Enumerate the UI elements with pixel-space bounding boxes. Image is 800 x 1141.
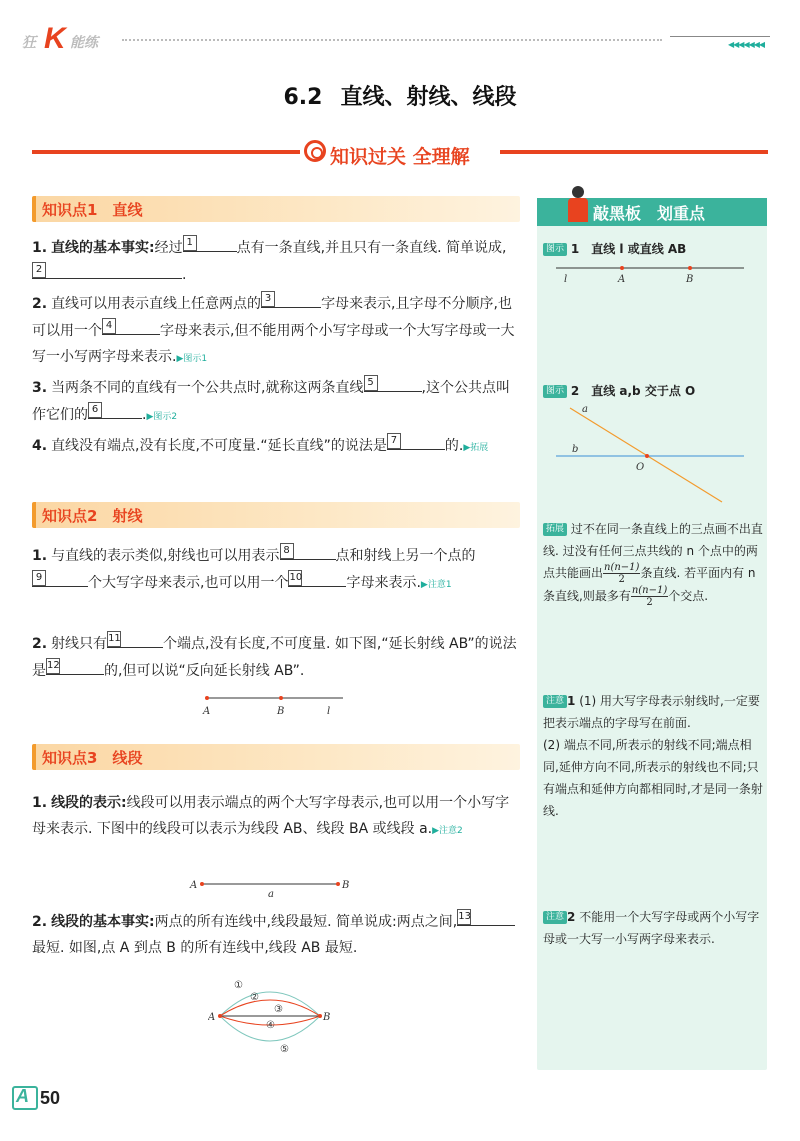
p2-point-o [645,454,649,458]
item-ray-notation [32,542,522,598]
item-number: 4. [32,438,48,454]
segment-point-a [200,882,204,886]
banner-rule-right [500,150,768,154]
p2-label-o: O [636,462,645,473]
item-text: 字母来表示,但不能用两个小写字母或一个大写字母或一大写一小写两字母来表示. [32,323,515,365]
fig-num: 2 [570,384,580,398]
blank-13[interactable] [457,908,515,926]
segment-label-b: B [342,880,350,891]
item-bold-lead: 线段的基本事实: [51,914,155,930]
item-text: 个大写字母来表示,也可以用一个 [88,575,289,591]
panel-note-1 [543,690,765,822]
blank-7[interactable] [387,432,445,450]
paths-point-b [318,1014,322,1018]
ref-link[interactable]: ▶图示2 [146,412,178,422]
item-text: 最短. 如图,点 A 到点 B 的所有连线中,线段 AB 最短. [32,940,358,956]
item-segment-fact [32,908,522,961]
ray-label-b: B [277,706,285,717]
header-dotted-rule [122,39,662,41]
fig-title: 直线 a,b 交于点 O [591,384,696,398]
item-text: . [182,267,187,283]
blank-10[interactable] [288,569,346,587]
frac-top: n(n−1) [604,562,640,573]
blank-2[interactable] [32,261,182,279]
ray-point-b [279,696,283,700]
frac-bot: 2 [618,574,625,585]
p2-label-b: b [572,444,579,455]
paths-label-3: ③ [274,1004,283,1015]
segment-label-m: a [268,889,274,900]
footer-logo: A [16,1086,29,1106]
ref-link[interactable]: ▶注意2 [432,826,463,836]
ref-link[interactable]: ▶拓展 [463,443,489,453]
p2-label-a: a [582,404,588,415]
item-number: 1. [32,548,48,564]
side-panel-title: 敲黑板 划重点 [593,204,706,223]
blank-number: 1 [183,235,197,251]
banner-title: 知识过关 全理解 [330,146,470,168]
panel-fig1-caption [543,238,765,260]
item-bold-lead: 线段的表示: [51,795,127,811]
item-bold-lead: 直线的基本事实: [51,240,155,256]
blank-number: 11 [107,631,121,647]
blank-number: 5 [364,375,378,391]
blank-1[interactable] [183,234,237,252]
panel-fig2 [552,402,752,512]
blank-number: 8 [280,543,294,559]
blank-number: 10 [288,570,302,586]
item-text: . [142,407,147,423]
item-text: ,这个公共点叫作它们的 [32,380,510,423]
page-number: 50 [40,1088,61,1108]
banner-rule-left [32,150,300,154]
section-heading-3 [32,744,520,770]
ray-point-a [205,696,209,700]
blank-8[interactable] [280,542,336,560]
fraction [603,562,640,585]
paths-label-4: ④ [266,1020,275,1031]
item-number: 3. [32,380,48,396]
item-text: 当两条不同的直线有一个公共点时,就称这两条直线 [51,380,364,396]
item-text: 线段可以用表示端点的两个大写字母表示,也可以用一个小写字母来表示. 下图中的线段可以表示为线段 AB、线段 BA 或线段 a. [32,795,510,837]
title-text: 直线、射线、线段 [340,85,517,110]
item-text: 经过 [154,240,183,256]
page-title [0,80,800,111]
ray-label-l: l [327,706,331,717]
logo-right-text: 能练 [70,35,98,51]
paths-label-1: ① [234,980,243,991]
frac-bot: 2 [646,597,653,608]
blank-3[interactable] [261,290,321,308]
blank-number: 4 [102,318,116,334]
page-footer [12,1086,72,1112]
fig-tag: 图示 [543,243,567,256]
ext-tag: 拓展 [543,523,567,536]
item-text: 与直线的表示类似,射线也可以用表示 [51,548,280,564]
logo-left-text: 狂 [22,35,36,51]
paths-label-a: A [208,1012,216,1023]
item-text: 点和射线上另一个点的 [335,548,476,564]
path-2 [220,1000,320,1016]
paths-figure [208,976,338,1056]
ray-figure [195,690,355,720]
segment-figure [188,874,358,900]
item-no-endpoint [32,432,522,461]
item-number: 1. [32,795,48,811]
ext-text-2: 条直线. 若平面内有 n 条直线,则最多有 [543,566,756,603]
paths-label-b: B [323,1012,331,1023]
header-rule [670,36,770,37]
section-heading-1-label: 知识点1 直线 [42,201,143,219]
item-text: 直线可以用表示直线上任意两点的 [51,296,262,312]
p1-label-b: B [686,274,694,285]
paths-label-5: ⑤ [280,1044,289,1055]
item-line-basic-fact [32,234,522,288]
segment-point-b [336,882,340,886]
item-number: 1. [32,240,48,256]
spiral-icon [304,140,326,162]
blank-11[interactable] [107,630,163,648]
note-tag: 注意 [543,695,567,708]
panel-note-2 [543,906,765,950]
item-number: 2. [32,914,48,930]
note-num: 1 [567,694,576,708]
note-text: 不能用一个大写字母或两个小写字母或一大写一小写两字母来表示. [543,910,760,946]
paths-point-a [218,1014,222,1018]
path-1 [220,992,320,1016]
item-ray-endpoint [32,630,522,684]
note-num: 2 [567,910,576,924]
blank-number: 12 [46,658,60,674]
item-text: 射线只有 [51,636,108,652]
item-text: 的. [444,438,464,454]
item-line-notation [32,290,522,372]
fig-title: 直线 l 或直线 AB [591,242,687,256]
item-text: 个端点,没有长度,不可度量. 如下图,“延长射线 AB”的说法是 [32,636,517,679]
fraction [631,585,668,608]
p1-label-a: A [618,274,626,285]
title-number: 6.2 [283,85,323,110]
item-text: 字母来表示,且字母不分顺序,也可以用一个 [32,296,512,339]
section-heading-3-label: 知识点3 线段 [42,749,143,767]
section-heading-2-label: 知识点2 射线 [42,507,143,525]
ref-link[interactable]: ▶注意1 [420,580,452,590]
note-tag: 注意 [543,911,567,924]
ext-text-1: 过不在同一条直线上的三点画不出直线. 过没有任何三点共线的 n 个点中的两点共能画出 [543,522,763,580]
panel-fig2-caption [543,380,765,402]
item-intersect [32,374,522,430]
blank-12[interactable] [46,657,104,675]
blank-4[interactable] [102,317,160,335]
item-number: 2. [32,296,48,312]
brand-logo [22,22,122,55]
blank-number: 6 [88,402,102,418]
item-text: 点有一条直线,并且只有一条直线. 简单说成, [236,240,507,256]
section-heading-1 [32,196,520,222]
blank-number: 13 [457,909,471,925]
item-text: 直线没有端点,没有长度,不可度量.“延长直线”的说法是 [51,438,387,454]
item-text: 两点的所有连线中,线段最短. 简单说成:两点之间, [154,914,458,930]
blank-6[interactable] [88,401,142,419]
panel-extension [543,518,765,608]
ref-link[interactable]: ▶图示1 [176,354,208,364]
p1-point-b [688,266,692,270]
header-arrows-icon: ◀◀◀◀◀◀◀ [728,40,765,49]
item-text: 的,但可以说“反向延长射线 AB”. [104,663,305,679]
item-segment-notation [32,790,522,844]
item-number: 2. [32,636,48,652]
note-text: (1) 用大写字母表示射线时,一定要把表示端点的字母写在前面. [543,694,760,730]
note-text: (2) 端点不同,所表示的射线不同;端点相同,延伸方向不同,所表示的射线也不同;只有端点和延伸方向都相同时,才是同一条射线. [543,738,763,818]
blank-number: 7 [387,433,401,449]
ray-label-a: A [203,706,211,717]
blank-9[interactable] [32,569,88,587]
fig-num: 1 [570,242,580,256]
teacher-icon [566,186,590,222]
panel-fig1 [552,260,752,290]
p1-label-l: l [564,274,568,285]
blank-number: 9 [32,570,46,586]
fig-tag: 图示 [543,385,567,398]
logo-k: K [44,22,66,55]
paths-label-2: ② [250,992,259,1003]
blank-5[interactable] [364,374,422,392]
item-text: 字母来表示. [346,575,421,591]
p1-point-a [620,266,624,270]
section-heading-2 [32,502,520,528]
blank-number: 3 [261,291,275,307]
frac-top: n(n−1) [631,585,668,596]
ext-text-3: 个交点. [668,589,709,603]
blank-number: 2 [32,262,46,278]
segment-label-a: A [190,880,198,891]
